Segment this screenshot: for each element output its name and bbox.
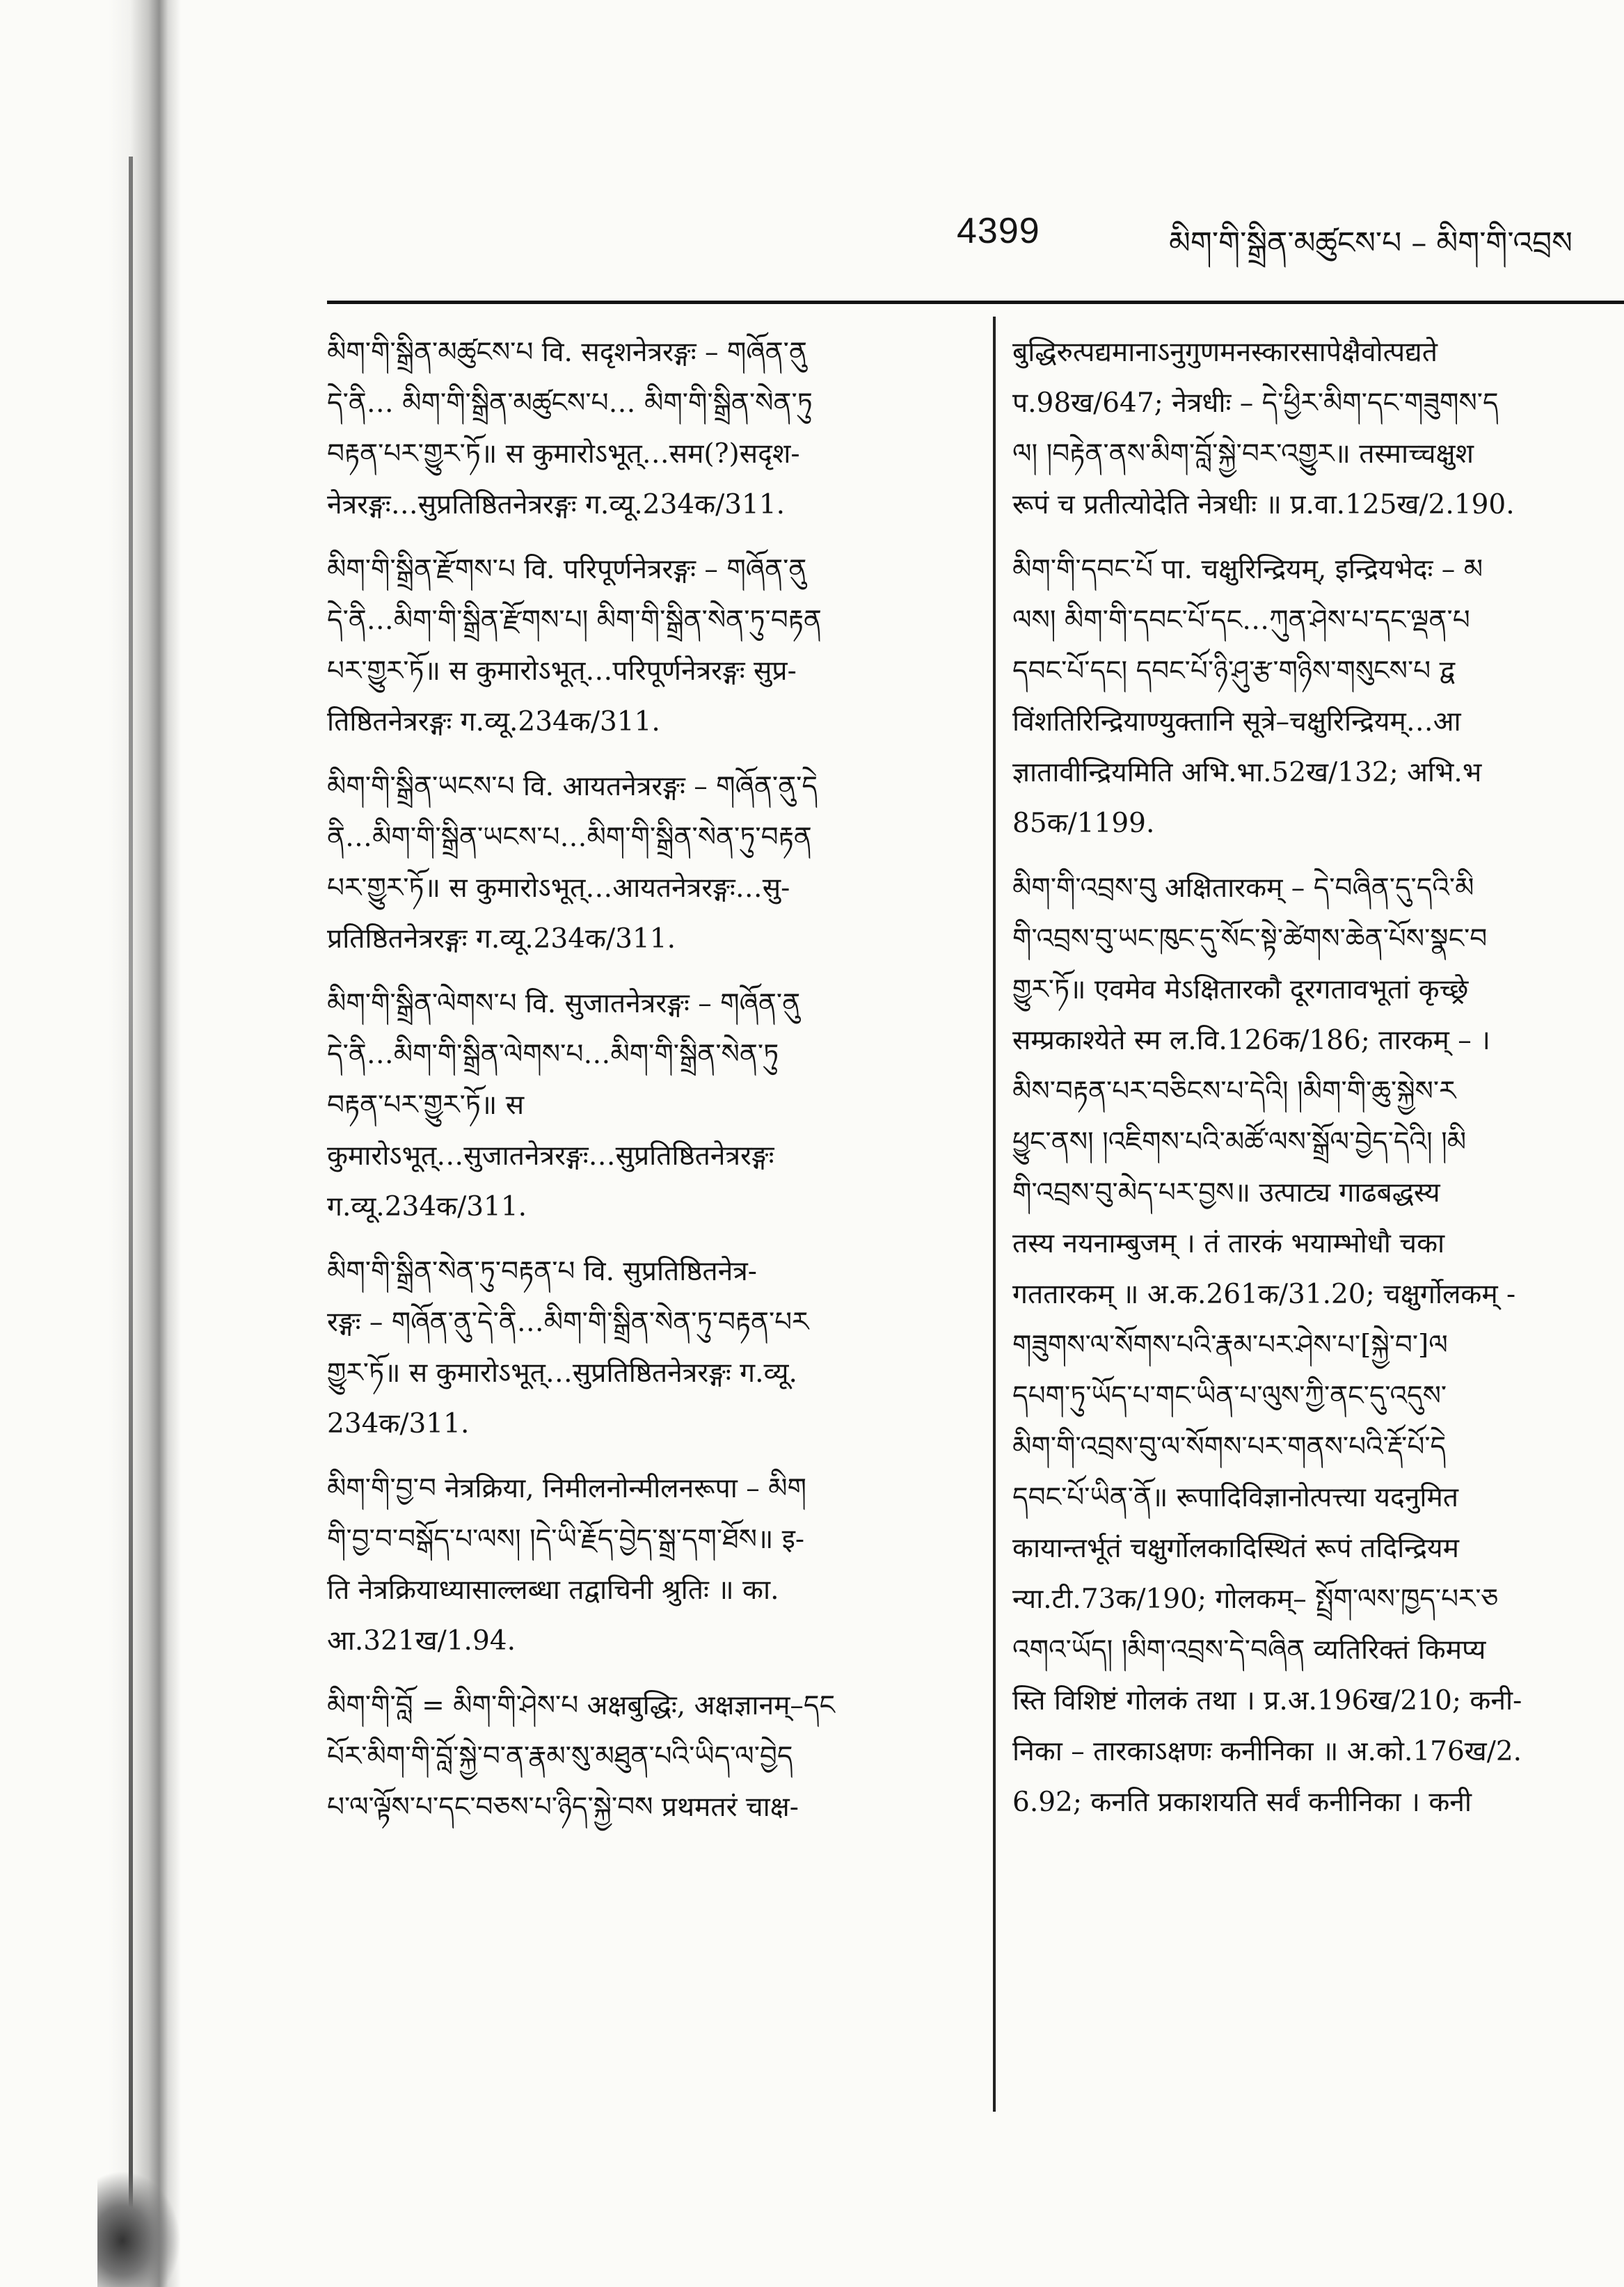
entry-line: 6.92; कनति प्रकाशयति सर्वं कनीनिका । कनी	[1012, 1787, 1472, 1818]
entry-line: པར་གྱུར་ཏོ॥ स कुमारोऽभूत्…आयतनेत्ररङ्गः…सु-	[327, 872, 790, 904]
entry-line: བརྟན་པར་གྱུར་ཏོ॥ स	[327, 1090, 525, 1121]
entry-line: མིག་གི་དབང་པོ पा. चक्षुरिन्द्रियम्, इन्द्रियभेदः – མ	[1012, 554, 1483, 585]
dictionary-entry	[327, 761, 953, 964]
entry-line: གི་བྱ་བ་བསྒོད་པ་ལས། །དེ་ཡི་རྗོད་བྱེད་སྒྲ་དག་ཐོས॥ इ-	[327, 1524, 805, 1555]
entry-line: तिष्ठितनेत्ररङ्गः ग.व्यू.234क/311.	[327, 706, 660, 738]
running-head: མིག་གི་སྒྲིན་མཚུངས་པ – མིག་གི་འབྲས	[1169, 225, 1573, 261]
entry-line: དབང་པོ་ཡིན་ནོ॥ रूपादिविज्ञानोत्पत्त्या यदनुमित	[1012, 1482, 1458, 1513]
entry-line: བརྟན་པར་གྱུར་ཏོ॥ स कुमारोऽभूत्…सम(?)सदृश-	[327, 438, 800, 470]
entry-line: प.98ख/647; नेत्रधीः – དེ་ཕྱིར་མིག་དང་གཟུགས་ད	[1012, 388, 1499, 419]
entry-line: གྱུར་ཏོ॥ स कुमारोऽभूत्…सुप्रतिष्ठितनेत्ररङ्गः ग.व्यू.	[327, 1357, 797, 1389]
entry-line: གཟུགས་ལ་སོགས་པའི་རྣམ་པར་ཤེས་པ་[སྐྱེ་བ་]ལ	[1012, 1330, 1448, 1361]
right-column	[1012, 327, 1624, 1842]
entry-line: ནི…མིག་གི་སྒྲིན་ཡངས་པ…མིག་གི་སྒྲིན་སེན་ཏུ་བརྟན	[327, 822, 812, 853]
entry-line: པོར་མིག་གི་བློ་སྐྱེ་བ་ན་རྣམ་སུ་མཐུན་པའི་ཡིད་ལ་བྱེད	[327, 1741, 793, 1772]
page-number: 4399	[957, 211, 1040, 251]
entry-line: མིག་གི་འབྲས་བུ अक्षितारकम् – དེ་བཞིན་དུ་དའི་མི	[1012, 872, 1474, 904]
binding-smudge	[97, 2171, 181, 2287]
dictionary-entry	[1012, 863, 1624, 1828]
entry-line: མིག་གི་སྒྲིན་ཡངས་པ वि. आयतनेत्ररङ्गः – གཞོན་ནུ་དེ	[327, 771, 818, 802]
entry-line: तस्य नयनाम्बुजम् । तं तारकं भयाम्भोधौ चका	[1012, 1228, 1445, 1259]
entry-line: ति नेत्रक्रियाध्यासाल्लब्धा तद्वाचिनी श्रुतिः ॥ का.	[327, 1575, 779, 1606]
entry-line: बुद्धिरुत्पद्यमानाऽनुगुणमनस्कारसापेक्षैवोत्पद्यते	[1012, 337, 1438, 368]
entry-line: དབང་པོ་དང། དབང་པོ་ཉི་ཤུ་རྩ་གཉིས་གསུངས་པ द्व	[1012, 655, 1456, 687]
entry-line: निका – तारकाऽक्षणः कनीनिका ॥ अ.को.176ख/2.	[1012, 1736, 1522, 1767]
book-binding-shadow	[0, 0, 181, 2287]
entry-line: མིག་གི་བྱ་བ नेत्रक्रिया, निमीलनोन्मीलनरूपा – མིག	[327, 1473, 806, 1504]
dictionary-entry	[327, 327, 953, 530]
entry-line: པར་གྱུར་ཏོ॥ स कुमारोऽभूत्…परिपूर्णनेत्ररङ्गः सुप्र-	[327, 655, 797, 687]
column-divider	[993, 317, 996, 2112]
dictionary-entry	[327, 544, 953, 747]
entry-line: མིག་གི་བློ = མིག་གི་ཤེས་པ अक्षबुद्धिः, अक्षज्ञानम्–དང	[327, 1690, 836, 1721]
entry-line: དེ་ནི…མིག་གི་སྒྲིན་ལེགས་པ…མིག་གི་སྒྲིན་སེན་ཏུ	[327, 1039, 779, 1070]
dictionary-entry	[1012, 327, 1624, 530]
entry-line: དེ་ནི…མིག་གི་སྒྲིན་རྫོགས་པ། མིག་གི་སྒྲིན་སེན་ཏུ་བརྟན	[327, 605, 822, 636]
entry-line: པ་ལ་ལྟོས་པ་དང་བཅས་པ་ཉིད་སྐྱེ་བས प्रथमतरं चाक्ष-	[327, 1792, 799, 1823]
entry-line: མིག་གི་སྒྲིན་མཚུངས་པ वि. सदृशनेत्ररङ्गः – གཞོན་ནུ	[327, 337, 807, 368]
entry-line: 234क/311.	[327, 1408, 470, 1440]
entry-line: रूपं च प्रतीत्योदेति नेत्रधीः ॥ प्र.वा.125ख/2.190.	[1012, 489, 1515, 520]
entry-line: ལས། མིག་གི་དབང་པོ་དང…ཀུན་ཤེས་པ་དང་ལྡན་པ	[1012, 605, 1470, 636]
entry-line: མིག་གི་འབྲས་བུ་ལ་སོགས་པར་གནས་པའི་རྡོ་པོ་དེ	[1012, 1431, 1447, 1463]
dictionary-entry	[327, 1680, 953, 1833]
entry-line: གི་འབྲས་བུ་མེད་པར་བྱས॥ उत्पाट्य गाढबद्धस्य	[1012, 1177, 1440, 1209]
entry-line: स्ति विशिष्टं गोलकं तथा । प्र.अ.196ख/210; कनी-	[1012, 1685, 1522, 1716]
dictionary-entry	[327, 978, 953, 1232]
entry-line: कायान्तर्भूतं चक्षुर्गोलकादिस्थितं रूपं तदिन्द्रियम	[1012, 1533, 1459, 1564]
header-rule	[327, 301, 1624, 304]
binding-edge-line	[129, 157, 133, 2216]
dictionary-entry	[327, 1463, 953, 1666]
entry-line: ग.व्यू.234क/311.	[327, 1191, 527, 1222]
left-column	[327, 327, 953, 1847]
entry-line: ज्ञातावीन्द्रियमिति अभि.भा.52ख/132; अभि.भ	[1012, 757, 1482, 788]
entry-line: གི་འབྲས་བུ་ཡང་ཁུང་དུ་སོང་སྟེ་ཚེགས་ཆེན་པོས་སྣང་བ	[1012, 923, 1488, 955]
entry-line: विंशतिरिन्द्रियाण्युक्तानि सूत्रे–चक्षुरिन्द्रियम्…आ	[1012, 706, 1461, 738]
entry-line: सम्प्रकाश्येते स्म ल.वि.126क/186; तारकम् – ।	[1012, 1025, 1490, 1056]
entry-line: प्रतिष्ठितनेत्ररङ्गः ग.व्यू.234क/311.	[327, 923, 676, 955]
entry-line: कुमारोऽभूत्…सुजातनेत्ररङ्गः…सुप्रतिष्ठितनेत्ररङ्गः	[327, 1140, 774, 1172]
entry-line: रङ्गः – གཞོན་ནུ་དེ་ནི…མིག་གི་སྒྲིན་སེན་ཏུ་བརྟན་པར	[327, 1307, 809, 1338]
entry-line: नेत्ररङ्गः…सुप्रतिष्ठितनेत्ररङ्गः ग.व्यू.234क/311.	[327, 489, 786, 520]
entry-line: མིག་གི་སྒྲིན་ལེགས་པ वि. सुजातनेत्ररङ्गः – གཞོན་ནུ	[327, 988, 801, 1019]
entry-line: न्या.टी.73क/190; गोलकम्– སྤྲོག་ལས་ཁྱད་པར་ཅ	[1012, 1584, 1499, 1615]
entry-line: མིག་གི་སྒྲིན་སེན་ཏུ་བརྟན་པ वि. सुप्रतिष्ठितनेत्र-	[327, 1256, 757, 1287]
dictionary-entry	[327, 1246, 953, 1449]
entry-line: མིག་གི་སྒྲིན་རྫོགས་པ वि. परिपूर्णनेत्ररङ्गः – གཞོན་ནུ	[327, 554, 807, 585]
entry-line: ལ། །བརྟེན་ནས་མིག་བློ་སྐྱེ་བར་འགྱུར॥ तस्माच्चक्षुश	[1012, 438, 1474, 470]
entry-line: आ.321ख/1.94.	[327, 1625, 516, 1657]
entry-line: ཕྱུང་ནས། །འཇིགས་པའི་མཚོ་ལས་སྒྲོལ་བྱེད་དེའི། །མི	[1012, 1126, 1467, 1158]
entry-line: དཔག་ཏུ་ཡོད་པ་གང་ཡིན་པ་ལུས་ཀྱི་ནང་དུ་འདུས་	[1012, 1380, 1447, 1412]
entry-line: 85क/1199.	[1012, 808, 1155, 839]
dictionary-entry	[1012, 544, 1624, 849]
entry-line: गततारकम् ॥ अ.क.261क/31.20; चक्षुर्गोलकम् -	[1012, 1279, 1516, 1310]
entry-line: འགའ་ཡོད། །མིག་འབྲས་དེ་བཞིན व्यतिरिक्तं किमप्य	[1012, 1634, 1486, 1666]
entry-line: དེ་ནི… མིག་གི་སྒྲིན་མཚུངས་པ… མིག་གི་སྒྲིན་སེན་ཏུ	[327, 388, 813, 419]
entry-line: གྱུར་ཏོ॥ एवमेव मेऽक्षितारकौ दूरगतावभूतां कृच्छ्रे	[1012, 974, 1469, 1005]
entry-line: མིས་བརྟན་པར་བཅིངས་པ་དེའི། །མིག་གི་ཆུ་སྐྱེས་ར	[1012, 1076, 1456, 1107]
